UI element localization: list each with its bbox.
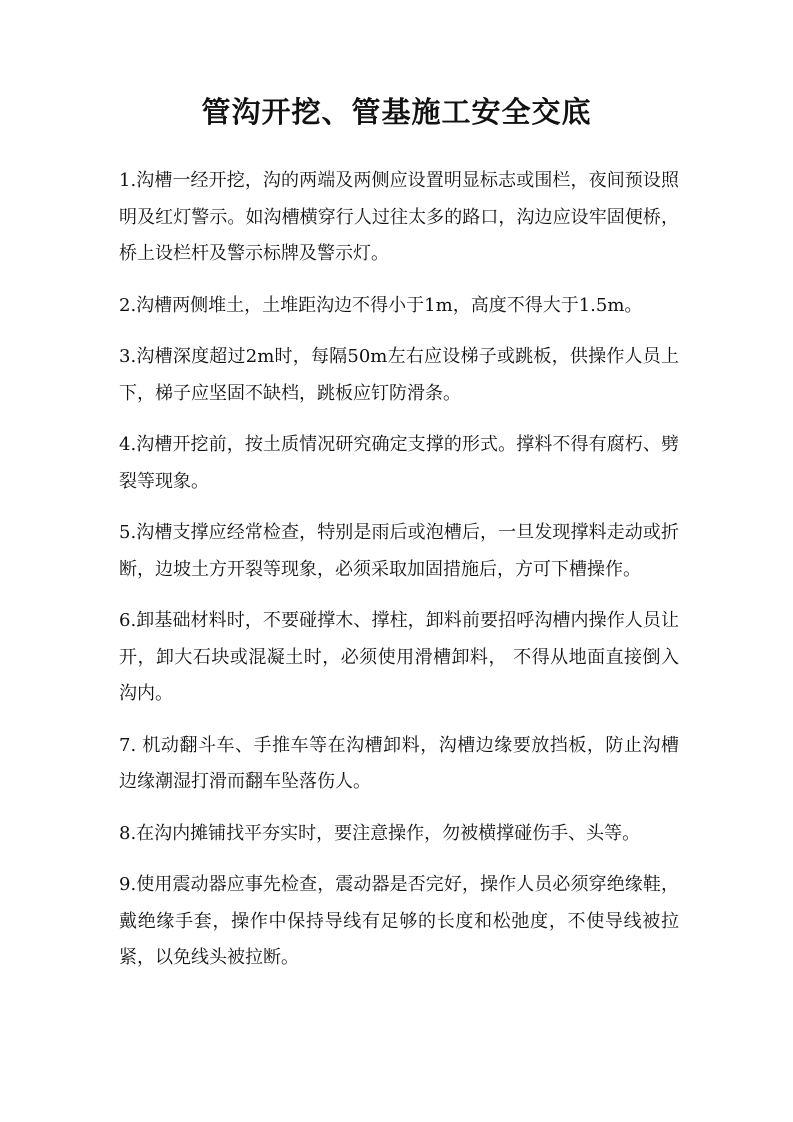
paragraph-8: 8.在沟内摊铺找平夯实时，要注意操作，勿被横撑碰伤手、头等。 [119,822,641,844]
paragraph-6: 6.卸基础材料时，不要碰撑木、撑柱，卸料前要招呼沟槽内操作人员让开，卸大石块或混凝土时，必须使用滑槽卸料， 不得从地面直接倒入沟内。 [119,610,679,704]
document-body [119,163,679,992]
paragraph-2: 2.沟槽两侧堆土，土堆距沟边不得小于1m，高度不得大于1.5m。 [119,294,643,316]
paragraph-4: 4.沟槽开挖前，按土质情况研究确定支撑的形式。撑料不得有腐朽、劈裂等现象。 [119,434,679,492]
paragraph-7: 7. 机动翻斗车、手推车等在沟槽卸料，沟槽边缘要放挡板，防止沟槽边缘潮湿打滑而翻车坠落伤人。 [119,734,679,792]
paragraph-9: 9.使用震动器应事先检查，震动器是否完好，操作人员必须穿绝缘鞋，戴绝缘手套，操作中保持导线有足够的长度和松弛度，不使导线被拉紧，以免线头被拉断。 [119,874,679,968]
paragraph-3: 3.沟槽深度超过2m时，每隔50m左右应设梯子或跳板，供操作人员上下，梯子应坚固不缺档，跳板应钉防滑条。 [119,346,679,404]
document-title: 管沟开挖、管基施工安全交底 [201,95,592,129]
paragraph-5: 5.沟槽支撑应经常检查，特别是雨后或泡槽后，一旦发现撑料走动或折断，边坡土方开裂等现象，必须采取加固措施后，方可下槽操作。 [119,522,679,580]
paragraph-1: 1.沟槽一经开挖，沟的两端及两侧应设置明显标志或围栏，夜间预设照明及红灯警示。如沟槽横穿行人过往太多的路口，沟边应设牢固便桥，桥上设栏杆及警示标牌及警示灯。 [119,170,679,264]
